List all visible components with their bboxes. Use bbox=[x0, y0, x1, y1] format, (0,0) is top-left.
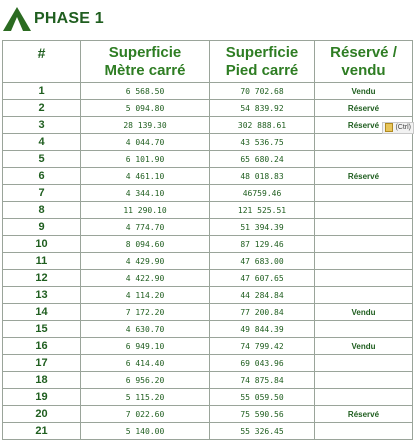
lot-number-cell: 11 bbox=[3, 253, 81, 270]
triangle-logo-icon bbox=[2, 6, 32, 32]
area-ft2-cell: 87 129.46 bbox=[210, 236, 315, 253]
table-header-row bbox=[3, 41, 413, 83]
column-header-line: Superficie bbox=[108, 43, 182, 61]
area-m2-cell: 4 344.10 bbox=[81, 185, 210, 202]
status-cell bbox=[315, 389, 413, 406]
table-row bbox=[3, 202, 413, 219]
area-ft2-cell: 75 590.56 bbox=[210, 406, 315, 423]
table-row bbox=[3, 338, 413, 355]
lot-number-cell: 3 bbox=[3, 117, 81, 134]
table-row bbox=[3, 321, 413, 338]
area-m2-cell: 6 414.40 bbox=[81, 355, 210, 372]
lots-table bbox=[2, 40, 413, 440]
lot-number-cell: 18 bbox=[3, 372, 81, 389]
area-ft2-cell: 54 839.92 bbox=[210, 100, 315, 117]
area-ft2-cell: 43 536.75 bbox=[210, 134, 315, 151]
table-row bbox=[3, 287, 413, 304]
table-row bbox=[3, 406, 413, 423]
area-ft2-cell: 46759.46 bbox=[210, 185, 315, 202]
area-ft2-cell: 121 525.51 bbox=[210, 202, 315, 219]
table-row bbox=[3, 134, 413, 151]
area-m2-cell: 6 949.10 bbox=[81, 338, 210, 355]
table-row bbox=[3, 423, 413, 440]
lot-number-cell: 2 bbox=[3, 100, 81, 117]
status-cell: Vendu bbox=[315, 304, 413, 321]
column-header-line: Superficie bbox=[225, 43, 299, 61]
area-m2-cell: 4 774.70 bbox=[81, 219, 210, 236]
table-row bbox=[3, 389, 413, 406]
page-header bbox=[2, 4, 104, 34]
status-cell: Réservé bbox=[315, 100, 413, 117]
paste-options-label: (Ctrl) bbox=[395, 123, 411, 131]
area-m2-cell: 6 956.20 bbox=[81, 372, 210, 389]
clipboard-icon bbox=[385, 123, 393, 132]
table-row bbox=[3, 270, 413, 287]
lot-number-cell: 1 bbox=[3, 83, 81, 100]
area-m2-cell: 4 044.70 bbox=[81, 134, 210, 151]
lot-number-cell: 15 bbox=[3, 321, 81, 338]
column-header-number: # bbox=[3, 41, 81, 83]
column-header-line: vendu bbox=[341, 61, 386, 79]
column-header-line: Pied carré bbox=[225, 61, 299, 79]
area-ft2-cell: 55 326.45 bbox=[210, 423, 315, 440]
area-ft2-cell: 65 680.24 bbox=[210, 151, 315, 168]
status-cell: Réservé bbox=[315, 168, 413, 185]
area-ft2-cell: 47 683.00 bbox=[210, 253, 315, 270]
area-ft2-cell: 77 200.84 bbox=[210, 304, 315, 321]
area-ft2-cell: 302 888.61 bbox=[210, 117, 315, 134]
table-row bbox=[3, 236, 413, 253]
lot-number-cell: 7 bbox=[3, 185, 81, 202]
table-row bbox=[3, 151, 413, 168]
status-cell bbox=[315, 253, 413, 270]
page-title: PHASE 1 bbox=[34, 10, 104, 27]
table-row bbox=[3, 253, 413, 270]
area-ft2-cell: 51 394.39 bbox=[210, 219, 315, 236]
lot-number-cell: 17 bbox=[3, 355, 81, 372]
table-row bbox=[3, 117, 413, 134]
lot-number-cell: 14 bbox=[3, 304, 81, 321]
lot-number-cell: 12 bbox=[3, 270, 81, 287]
table-row bbox=[3, 304, 413, 321]
status-cell bbox=[315, 270, 413, 287]
status-cell bbox=[315, 134, 413, 151]
area-m2-cell: 4 429.90 bbox=[81, 253, 210, 270]
area-ft2-cell: 74 875.84 bbox=[210, 372, 315, 389]
status-cell bbox=[315, 202, 413, 219]
status-cell bbox=[315, 423, 413, 440]
status-cell: Vendu bbox=[315, 338, 413, 355]
status-text: Réservé bbox=[347, 120, 380, 130]
column-header-area-m2 bbox=[81, 41, 210, 83]
column-header-status bbox=[315, 41, 413, 83]
table-row bbox=[3, 168, 413, 185]
area-m2-cell: 28 139.30 bbox=[81, 117, 210, 134]
lot-number-cell: 20 bbox=[3, 406, 81, 423]
area-m2-cell: 6 568.50 bbox=[81, 83, 210, 100]
lot-number-cell: 8 bbox=[3, 202, 81, 219]
area-ft2-cell: 55 059.50 bbox=[210, 389, 315, 406]
area-ft2-cell: 49 844.39 bbox=[210, 321, 315, 338]
area-m2-cell: 8 094.60 bbox=[81, 236, 210, 253]
area-m2-cell: 5 115.20 bbox=[81, 389, 210, 406]
area-m2-cell: 4 422.90 bbox=[81, 270, 210, 287]
status-cell bbox=[315, 219, 413, 236]
status-cell bbox=[315, 185, 413, 202]
table-row bbox=[3, 219, 413, 236]
table-row bbox=[3, 100, 413, 117]
status-cell bbox=[315, 151, 413, 168]
area-m2-cell: 5 094.80 bbox=[81, 100, 210, 117]
table-row bbox=[3, 355, 413, 372]
lot-number-cell: 21 bbox=[3, 423, 81, 440]
area-m2-cell: 11 290.10 bbox=[81, 202, 210, 219]
table-row bbox=[3, 83, 413, 100]
status-cell: Réservé bbox=[315, 406, 413, 423]
area-m2-cell: 4 461.10 bbox=[81, 168, 210, 185]
lot-number-cell: 4 bbox=[3, 134, 81, 151]
area-ft2-cell: 70 702.68 bbox=[210, 83, 315, 100]
area-ft2-cell: 69 043.96 bbox=[210, 355, 315, 372]
area-m2-cell: 6 101.90 bbox=[81, 151, 210, 168]
column-header-line: Réservé / bbox=[330, 43, 397, 61]
status-cell bbox=[315, 117, 413, 134]
table-row bbox=[3, 372, 413, 389]
area-ft2-cell: 47 607.65 bbox=[210, 270, 315, 287]
status-cell bbox=[315, 355, 413, 372]
status-cell: Vendu bbox=[315, 83, 413, 100]
lot-number-cell: 19 bbox=[3, 389, 81, 406]
table-row bbox=[3, 185, 413, 202]
column-header-area-ft2 bbox=[210, 41, 315, 83]
area-ft2-cell: 74 799.42 bbox=[210, 338, 315, 355]
status-cell bbox=[315, 236, 413, 253]
area-ft2-cell: 48 018.83 bbox=[210, 168, 315, 185]
paste-options-button[interactable] bbox=[382, 122, 414, 134]
lot-number-cell: 9 bbox=[3, 219, 81, 236]
lot-number-cell: 5 bbox=[3, 151, 81, 168]
area-m2-cell: 5 140.00 bbox=[81, 423, 210, 440]
lot-number-cell: 10 bbox=[3, 236, 81, 253]
status-cell bbox=[315, 321, 413, 338]
status-cell bbox=[315, 287, 413, 304]
area-m2-cell: 4 114.20 bbox=[81, 287, 210, 304]
area-m2-cell: 7 172.20 bbox=[81, 304, 210, 321]
column-header-line: Mètre carré bbox=[104, 61, 186, 79]
area-m2-cell: 4 630.70 bbox=[81, 321, 210, 338]
lot-number-cell: 16 bbox=[3, 338, 81, 355]
lot-number-cell: 6 bbox=[3, 168, 81, 185]
area-ft2-cell: 44 284.84 bbox=[210, 287, 315, 304]
status-cell bbox=[315, 372, 413, 389]
lot-number-cell: 13 bbox=[3, 287, 81, 304]
area-m2-cell: 7 022.60 bbox=[81, 406, 210, 423]
